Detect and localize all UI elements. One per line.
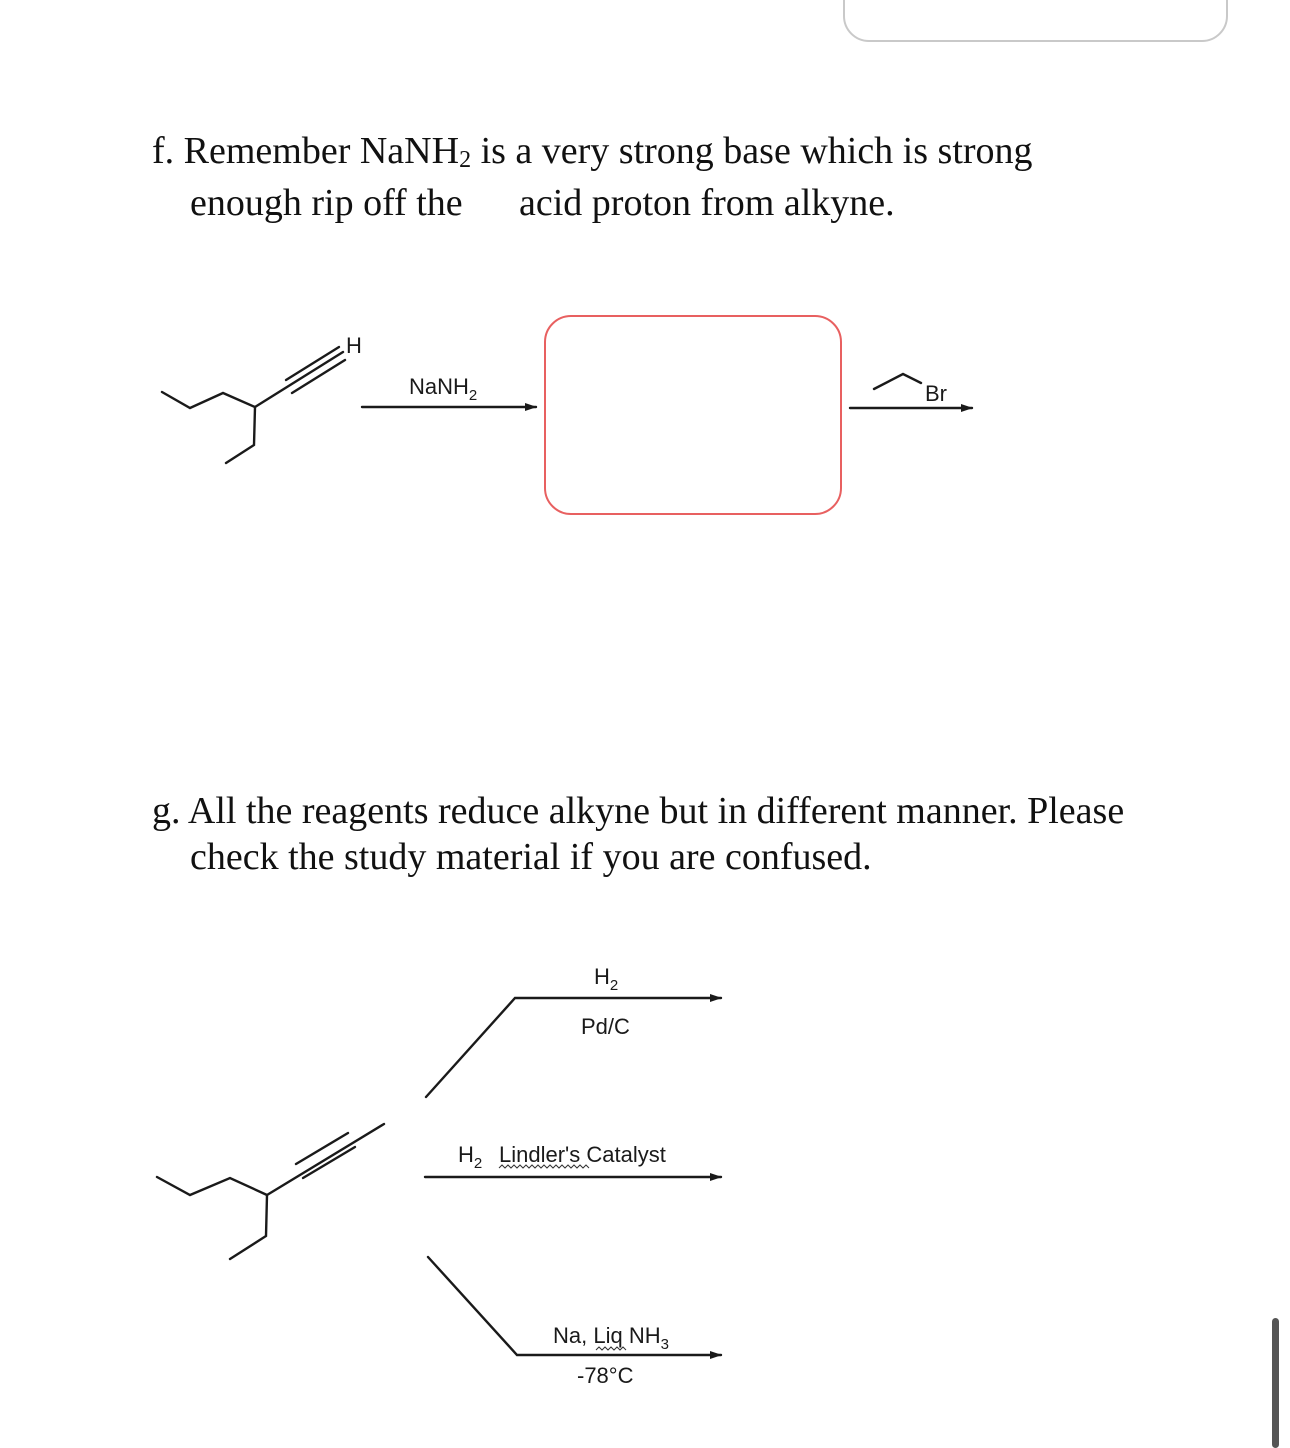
nanh2-label-main: NaNH: [409, 374, 469, 399]
hydrogenation-arrow: [426, 998, 721, 1097]
na-liq-nh3-label: [553, 1323, 669, 1353]
question-f-text-end: is a very strong base which is strong: [471, 130, 1033, 172]
question-g-line-1: g. All the reagents reduce alkyne but in different manner. Please: [152, 790, 1125, 832]
h2-label-path1: [594, 964, 618, 994]
scrollbar[interactable]: [1272, 1318, 1279, 1448]
question-f-line-2b: acid proton from alkyne.: [519, 182, 895, 224]
nh3-subscript: 3: [660, 1336, 669, 1353]
nh-label: NH: [622, 1323, 661, 1348]
question-g-line-2: check the study material if you are confused.: [190, 836, 872, 878]
hydrogen-label: H: [346, 333, 362, 358]
nanh2-label-sub: 2: [468, 387, 478, 404]
question-f-text-start: f. Remember NaNH: [152, 130, 460, 172]
liq-label: Liq: [593, 1323, 623, 1348]
nanh2-label: [409, 374, 477, 404]
h2-label-path2-main: H: [458, 1142, 474, 1167]
h2-label-path2: [458, 1142, 482, 1172]
starting-alkyne-g: [157, 1124, 384, 1259]
h2-label-path1-main: H: [594, 964, 610, 989]
na-label: Na,: [553, 1323, 594, 1348]
question-f-line-2a: enough rip off the: [190, 182, 463, 224]
answer-box-f[interactable]: [545, 316, 841, 514]
pd-c-label: Pd/C: [581, 1014, 630, 1039]
h2-label-path1-sub: 2: [609, 977, 619, 994]
starting-alkyne-f: [162, 347, 345, 463]
lindlar-catalyst-label: Lindler's Catalyst: [499, 1142, 666, 1167]
question-f-subscript: 2: [459, 147, 472, 173]
h2-label-path2-sub: 2: [473, 1155, 483, 1172]
ethyl-chain: [874, 374, 921, 389]
bromine-label: Br: [925, 381, 947, 406]
temperature-label: -78°C: [577, 1363, 634, 1388]
